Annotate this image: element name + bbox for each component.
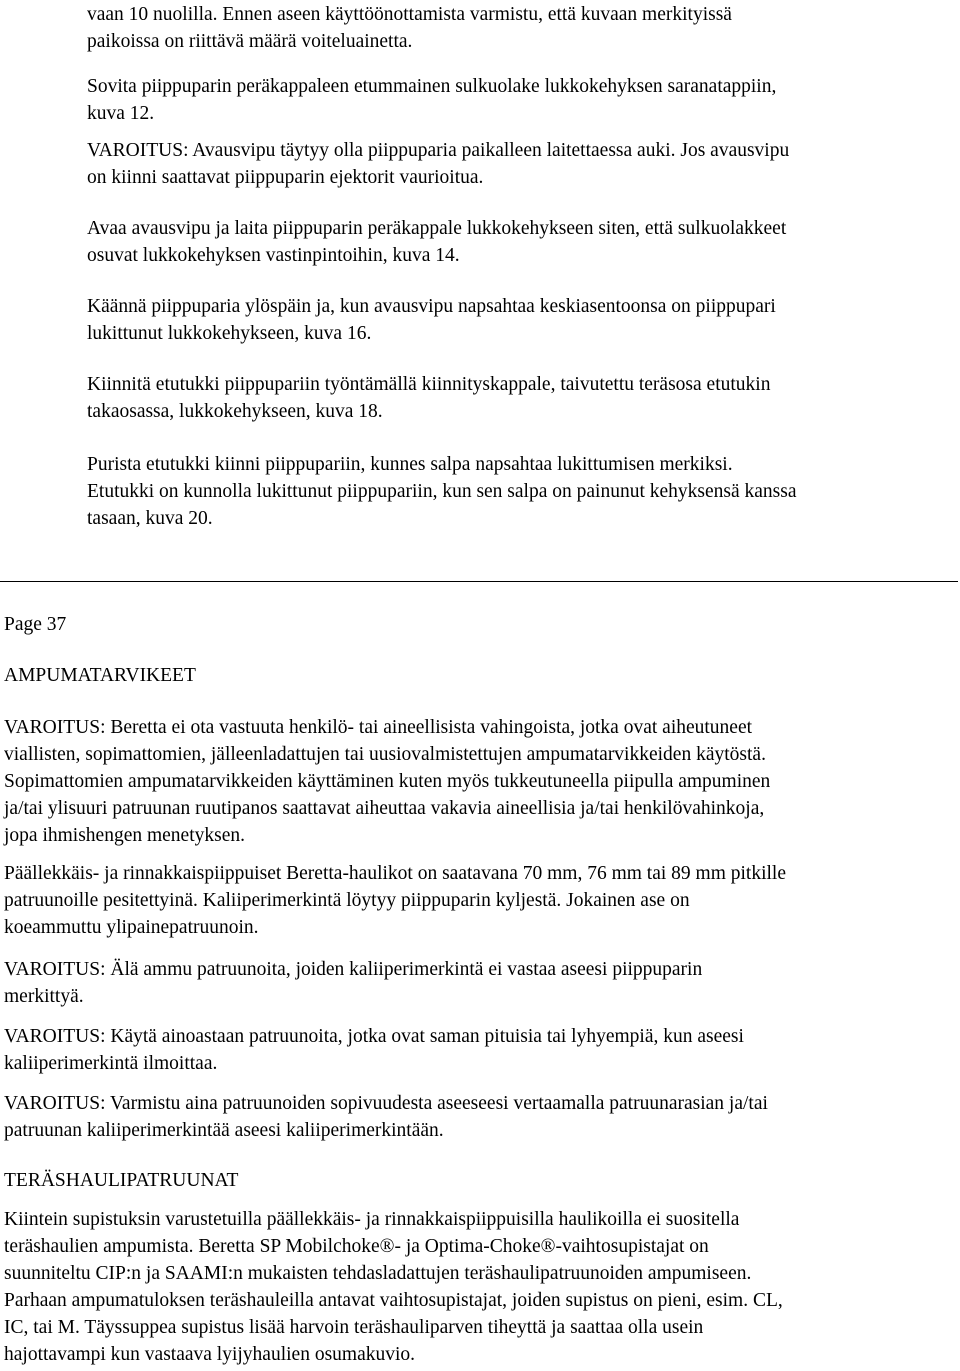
section-heading-terashaulipatruunat: TERÄSHAULIPATRUUNAT: [4, 1170, 239, 1191]
paragraph-fit-barrels: Sovita piippuparin peräkappaleen etummainen sulkuolake lukkokehyksen saranatappiin, kuva 12.: [87, 76, 777, 124]
paragraph-warning-caliber-mismatch: VAROITUS: Älä ammu patruunoita, joiden kaliiperimerkintä ei vastaa aseesi piippuparin merkittyä.: [4, 959, 703, 1007]
paragraph-chamber-lengths: Päällekkäis- ja rinnakkaispiippuiset Beretta-haulikot on saatavana 70 mm, 76 mm tai 89 mm pitkille patruunoille pesitettyinä. Kaliiperimerkintä löytyy piippuparin kyljestä. Jokainen ase on koeammuttu ylipainepatruunoin.: [4, 863, 786, 938]
paragraph-warning-opening-lever: VAROITUS: Avausvipu täytyy olla piippuparia paikalleen laitettaessa auki. Jos avausvipu on kiinni saattavat piippuparin ejektorit vaurioitua.: [87, 140, 790, 188]
page-divider: [0, 581, 958, 582]
paragraph-rotate-barrels: Käännä piippuparia ylöspäin ja, kun avausvipu napsahtaa keskiasentoonsa on piippupari lukittunut lukkokehykseen, kuva 16.: [87, 296, 776, 344]
paragraph-warning-beretta-liability: VAROITUS: Beretta ei ota vastuuta henkilö- tai aineellisista vahingoista, jotka ovat aiheutuneet viallisten, sopimattomien, jälleenladattujen tai uusiovalmistettujen ampumatarvikkeiden käytöstä. Sopimattomien ampumatarvikkeiden käyttäminen kuten myös tukkeutuneella piipulla ampuminen ja/tai ylisuuri patruunan ruutipanos saattavat aiheuttaa vakavia aineellisia ja/tai henkilövahinkoja, jopa ihmishengen menetyksen.: [4, 717, 771, 846]
section-heading-ampumatarvikeet: AMPUMATARVIKEET: [4, 665, 196, 686]
paragraph-attach-forend: Kiinnitä etutukki piippupariin työntämällä kiinnityskappale, taivutettu teräsosa etutukin takaosassa, lukkokehykseen, kuva 18.: [87, 374, 771, 422]
paragraph-squeeze-forend: Purista etutukki kiinni piippupariin, kunnes salpa napsahtaa lukittumisen merkiksi. Etutukki on kunnolla lukittunut piippupariin, kun sen salpa on painunut kehyksensä kanssa tasaan, kuva 20.: [87, 454, 797, 529]
paragraph-open-lever: Avaa avausvipu ja laita piippuparin peräkappale lukkokehykseen siten, että sulkuolakkeet osuvat lukkokehyksen vastinpintoihin, kuva 14.: [87, 218, 787, 266]
paragraph-warning-verify-suitability: VAROITUS: Varmistu aina patruunoiden sopivuudesta aseeseesi vertaamalla patruunarasian ja/tai patruunan kaliiperimerkintää aseesi kaliiperimerkintään.: [4, 1093, 768, 1141]
page-number-label: Page 37: [4, 614, 67, 635]
paragraph-warning-cartridge-length: VAROITUS: Käytä ainoastaan patruunoita, jotka ovat saman pituisia tai lyhyempiä, kun aseesi kaliiperimerkintä ilmoittaa.: [4, 1026, 744, 1074]
paragraph-lubrication: vaan 10 nuolilla. Ennen aseen käyttöönottamista varmistu, että kuvaan merkityissä paikoissa on riittävä määrä voiteluainetta.: [87, 4, 732, 52]
paragraph-steel-shot: Kiintein supistuksin varustetuilla päällekkäis- ja rinnakkaispiippuisilla haulikoilla ei suositella teräshaulien ampumista. Beretta SP Mobilchoke®- ja Optima-Choke®-vaihtosupistajat on suunniteltu CIP:n ja SAAMI:n mukaisten tehdasladattujen teräshaulipatruunoiden ampumiseen. Parhaan ampumatuloksen teräshauleilla antavat vaihtosupistajat, joiden supistus on pieni, esim. CL, IC, tai M. Täyssuppea supistus lisää harvoin teräshauliparven tiheyttä ja saattaa olla usein hajottavampi kun vastaava lyijyhaulien osumakuvio.: [4, 1209, 783, 1365]
